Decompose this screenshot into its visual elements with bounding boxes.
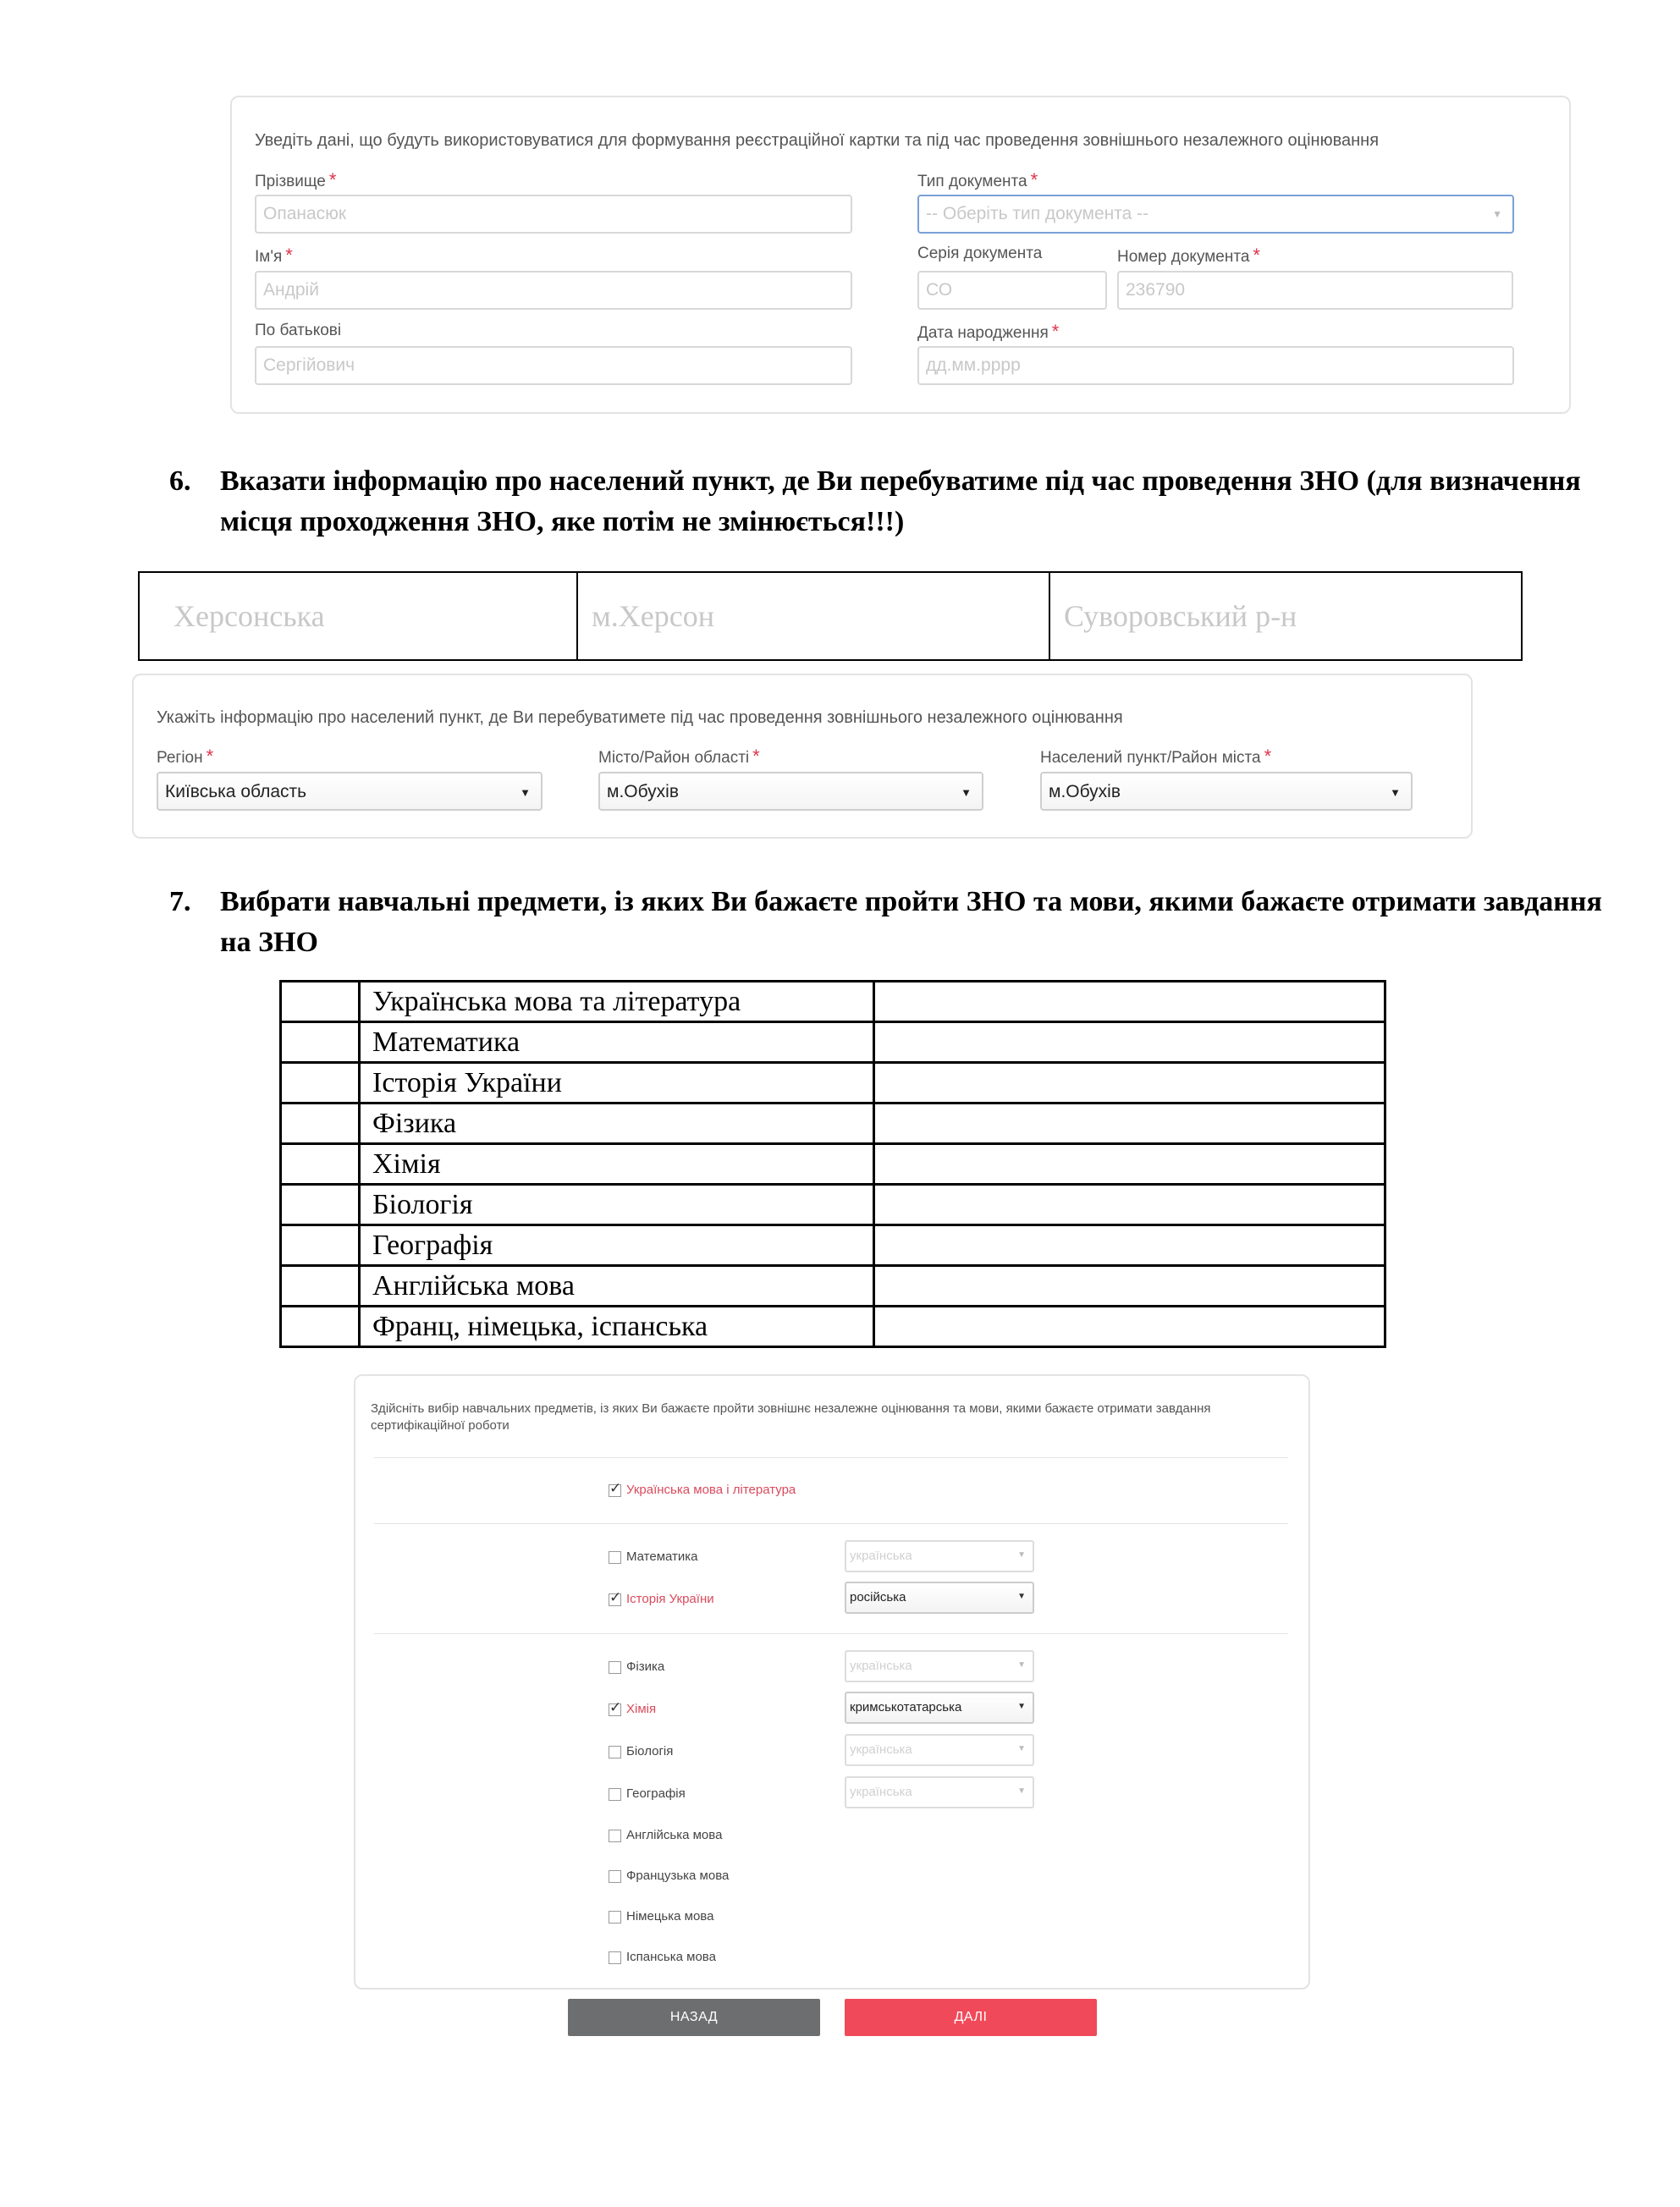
location-table — [138, 571, 1523, 661]
location-card — [132, 674, 1473, 839]
subject-cell: Франц, німецька, іспанська — [360, 1307, 874, 1347]
chevron-down-icon: ▼ — [520, 786, 531, 799]
language-select-history[interactable]: російська ▼ — [845, 1582, 1034, 1614]
location-cell-region: Херсонська — [139, 572, 577, 660]
table-cell — [874, 1104, 1385, 1144]
table-cell — [281, 1307, 360, 1347]
table-cell — [281, 1144, 360, 1185]
table-row — [281, 1225, 1385, 1266]
subject-label-ukrainian: Українська мова і література — [626, 1483, 796, 1497]
chevron-down-icon: ▼ — [1017, 1550, 1026, 1560]
step-7-heading — [169, 882, 1608, 966]
chevron-down-icon: ▼ — [1017, 1702, 1026, 1711]
region-select[interactable]: Київська область ▼ — [157, 772, 543, 811]
back-button[interactable]: НАЗАД — [568, 1999, 820, 2036]
subject-label-chemistry: Хімія — [626, 1702, 657, 1716]
subject-label-english: Англійська мова — [626, 1828, 723, 1842]
chevron-down-icon: ▼ — [1390, 786, 1401, 799]
table-row — [281, 1185, 1385, 1225]
table-cell — [874, 1063, 1385, 1104]
language-select-physics[interactable]: українська ▼ — [845, 1650, 1034, 1682]
city-select[interactable]: м.Обухів ▼ — [598, 772, 983, 811]
subjects-table — [279, 980, 1386, 1348]
doc-type-select[interactable]: -- Оберіть тип документа -- ▼ — [917, 195, 1514, 234]
step-6-text: Вказати інформацію про населений пункт, де Ви перебуватиме під час проведення ЗНО (для визначення місця проходження ЗНО, яке потім не змінюється!!!) — [220, 465, 1581, 537]
chevron-down-icon: ▼ — [1017, 1592, 1026, 1601]
step-7-text: Вибрати навчальні предмети, із яких Ви бажаєте пройти ЗНО та мови, якими бажаєте отримати завдання на ЗНО — [220, 886, 1602, 958]
doc-number-field[interactable]: 236790 — [1117, 271, 1513, 310]
subject-selection-intro: Здійсніть вибір навчальних предметів, із яких Ви бажаєте пройти зовнішнє незалежне оцінювання та мови, якими бажаєте отримати завдання сертифікаційної роботи — [371, 1401, 1211, 1433]
birth-date-label: Дата народження * — [917, 321, 1060, 342]
subject-checkbox-english[interactable] — [609, 1830, 621, 1842]
subject-cell: Історія України — [360, 1063, 874, 1104]
doc-number-label: Номер документа * — [1117, 245, 1260, 266]
table-row — [281, 1307, 1385, 1347]
step-6-heading — [169, 461, 1608, 546]
table-row — [281, 1104, 1385, 1144]
table-row — [281, 1266, 1385, 1307]
subject-checkbox-spanish[interactable] — [609, 1951, 621, 1964]
subject-label-geography: Географія — [626, 1786, 686, 1801]
name-field[interactable]: Андрій — [255, 271, 852, 310]
patronymic-label: По батькові — [255, 322, 342, 339]
table-cell — [874, 1266, 1385, 1307]
subject-checkbox-history[interactable] — [609, 1593, 621, 1606]
language-select-math[interactable]: українська ▼ — [845, 1540, 1034, 1572]
patronymic-field[interactable]: Сергійович — [255, 346, 852, 385]
location-cell-district: Суворовський р-н — [1049, 572, 1522, 660]
name-label: Ім'я * — [255, 245, 293, 266]
locality-label: Населений пункт/Район міста * — [1040, 746, 1272, 767]
location-cell-city: м.Херсон — [577, 572, 1049, 660]
chevron-down-icon: ▼ — [961, 786, 972, 799]
subject-cell: Фізика — [360, 1104, 874, 1144]
subject-label-german: Німецька мова — [626, 1909, 714, 1924]
table-cell — [281, 1104, 360, 1144]
subject-checkbox-french[interactable] — [609, 1870, 621, 1883]
subject-cell: Географія — [360, 1225, 874, 1266]
language-select-chemistry[interactable]: кримськотатарська ▼ — [845, 1692, 1034, 1724]
locality-select[interactable]: м.Обухів ▼ — [1040, 772, 1413, 811]
subject-cell: Англійська мова — [360, 1266, 874, 1307]
subject-checkbox-biology[interactable] — [609, 1746, 621, 1758]
chevron-down-icon: ▼ — [1017, 1786, 1026, 1796]
doc-type-label: Тип документа * — [917, 169, 1038, 190]
divider — [374, 1633, 1288, 1634]
subject-checkbox-physics[interactable] — [609, 1661, 621, 1674]
city-label: Місто/Район області * — [598, 746, 760, 767]
subject-checkbox-german[interactable] — [609, 1911, 621, 1924]
region-label: Регіон * — [157, 746, 214, 767]
table-cell — [874, 1307, 1385, 1347]
subject-label-french: Французька мова — [626, 1869, 730, 1883]
table-cell — [874, 1185, 1385, 1225]
table-row — [281, 1144, 1385, 1185]
subject-checkbox-chemistry[interactable] — [609, 1703, 621, 1716]
location-intro: Укажіть інформацію про населений пункт, де Ви перебуватимете під час проведення зовнішнього незалежного оцінювання — [157, 708, 1123, 727]
subject-checkbox-math[interactable] — [609, 1551, 621, 1564]
divider — [374, 1523, 1288, 1524]
subject-cell: Українська мова та література — [360, 982, 874, 1022]
doc-series-field[interactable]: СО — [917, 271, 1107, 310]
doc-series-label: Серія документа — [917, 245, 1043, 262]
chevron-down-icon: ▼ — [1017, 1660, 1026, 1670]
subject-cell: Хімія — [360, 1144, 874, 1185]
subject-label-math: Математика — [626, 1549, 698, 1564]
table-cell — [874, 982, 1385, 1022]
subject-label-history: Історія України — [626, 1592, 714, 1606]
birth-date-field[interactable]: дд.мм.рррр — [917, 346, 1514, 385]
table-cell — [281, 1185, 360, 1225]
table-cell — [281, 1022, 360, 1063]
table-cell — [281, 982, 360, 1022]
chevron-down-icon: ▼ — [1017, 1744, 1026, 1753]
subject-label-spanish: Іспанська мова — [626, 1950, 716, 1964]
table-cell — [874, 1022, 1385, 1063]
surname-label: Прізвище * — [255, 169, 337, 190]
subject-label-physics: Фізика — [626, 1659, 665, 1674]
language-select-biology[interactable]: українська ▼ — [845, 1734, 1034, 1766]
table-cell — [281, 1266, 360, 1307]
subject-cell: Математика — [360, 1022, 874, 1063]
table-cell — [281, 1225, 360, 1266]
next-button[interactable]: ДАЛІ — [845, 1999, 1097, 2036]
table-row — [281, 1063, 1385, 1104]
surname-field[interactable]: Опанасюк — [255, 195, 852, 234]
table-cell — [874, 1144, 1385, 1185]
subject-checkbox-ukrainian[interactable] — [609, 1484, 621, 1497]
subject-selection-card — [354, 1374, 1310, 1990]
step-7-number: 7. — [169, 886, 191, 917]
language-select-geography[interactable]: українська ▼ — [845, 1776, 1034, 1808]
subject-cell: Біологія — [360, 1185, 874, 1225]
subject-label-biology: Біологія — [626, 1744, 674, 1758]
table-row — [281, 982, 1385, 1022]
table-row — [281, 1022, 1385, 1063]
step-6-number: 6. — [169, 465, 191, 497]
divider — [374, 1457, 1288, 1458]
personal-data-intro: Уведіть дані, що будуть використовуватися для формування реєстраційної картки та під час проведення зовнішнього незалежного оцінювання — [255, 131, 1380, 150]
chevron-down-icon: ▼ — [1492, 208, 1502, 220]
table-cell — [874, 1225, 1385, 1266]
table-cell — [281, 1063, 360, 1104]
subject-checkbox-geography[interactable] — [609, 1788, 621, 1801]
